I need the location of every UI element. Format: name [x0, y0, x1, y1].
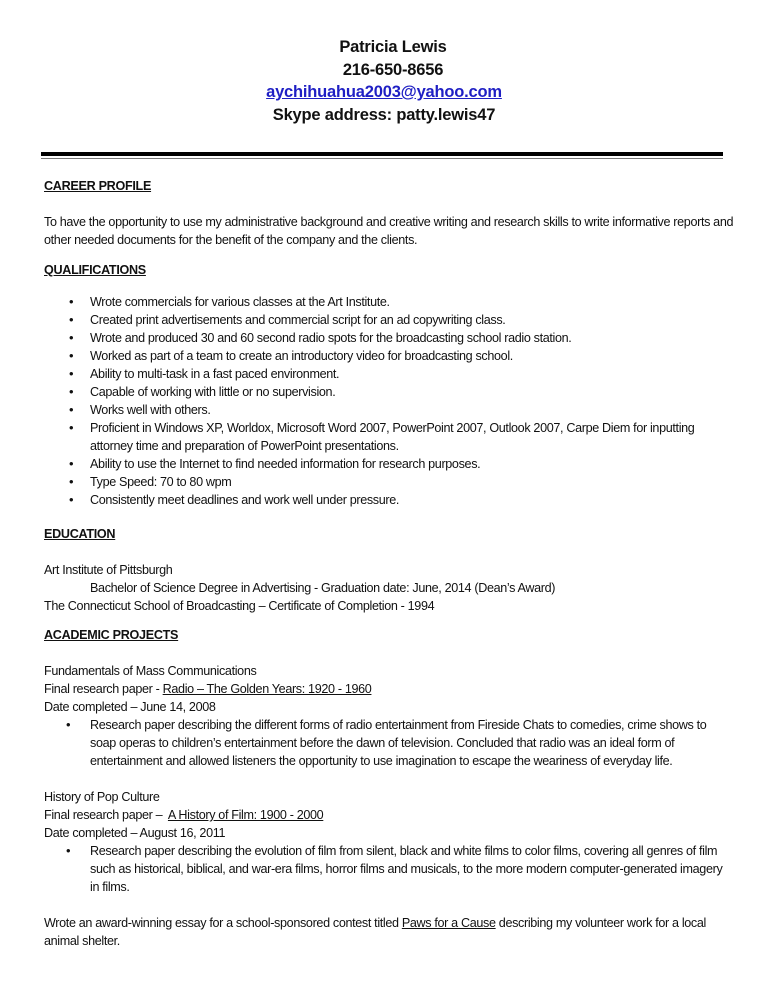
bullet-icon: •: [69, 402, 74, 417]
project-description-list: [44, 716, 734, 770]
project-1: [44, 662, 734, 770]
list-item: • Ability to use the Internet to find needed information for research purposes.: [69, 456, 481, 471]
project-course: History of Pop Culture: [44, 790, 160, 804]
academic-projects-heading: ACADEMIC PROJECTS: [44, 628, 179, 642]
bullet-icon: •: [69, 312, 74, 327]
project-2: [44, 788, 734, 896]
award-paragraph: Wrote an award-winning essay for a school-sponsored contest titled Paws for a Cause describing my volunteer work for a local animal shelter.: [44, 916, 706, 948]
bullet-icon: •: [69, 420, 74, 435]
bullet-icon: •: [69, 366, 74, 381]
career-profile-section: [44, 177, 734, 249]
project-description-list: [44, 842, 734, 896]
skype-address: Skype address: patty.lewis47: [272, 105, 496, 124]
list-item: • Worked as part of a team to create an introductory video for broadcasting school.: [69, 348, 513, 363]
contact-header: [0, 36, 768, 126]
bullet-icon: •: [66, 843, 71, 858]
email-link[interactable]: aychihuahua2003@yahoo.com: [266, 83, 502, 101]
education-section: [44, 525, 734, 615]
header-divider-thin: [41, 158, 723, 159]
education-degree-1: Bachelor of Science Degree in Advertising - Graduation date: June, 2014 (Dean’s Award): [90, 581, 556, 595]
academic-projects-section: [44, 626, 734, 950]
education-school-1: Art Institute of Pittsburgh: [44, 563, 173, 577]
qualifications-heading: QUALIFICATIONS: [44, 263, 146, 277]
list-item: • Research paper describing the evolution of film from silent, black and white films to color films, covering all genres of film such as historical, biblical, and war-era films, horror films and musicals, to the more modern computer-generated imagery in films.: [66, 843, 723, 894]
education-heading: EDUCATION: [44, 527, 116, 541]
project-paper-title: A History of Film: 1900 - 2000: [167, 808, 324, 822]
list-item: • Ability to multi-task in a fast paced environment.: [69, 366, 340, 381]
list-item: • Wrote commercials for various classes at the Art Institute.: [69, 294, 390, 309]
project-paper-title: Radio – The Golden Years: 1920 - 1960: [162, 682, 372, 696]
bullet-icon: •: [69, 492, 74, 507]
qualifications-list: [44, 293, 734, 509]
header-divider-thick: [41, 152, 723, 156]
project-course: Fundamentals of Mass Communications: [44, 664, 257, 678]
bullet-icon: •: [69, 384, 74, 399]
list-item: • Research paper describing the different forms of radio entertainment from Fireside Chats to comedies, crime shows to soap operas to children’s entertainment before the dawn of television. Concluded that radio was an ideal form of entertainment and allowed listeners the opportunity to use imagination to escape the weariness of everyday life.: [66, 717, 707, 768]
bullet-icon: •: [69, 456, 74, 471]
bullet-icon: •: [66, 717, 71, 732]
applicant-name: Patricia Lewis: [339, 38, 447, 56]
award-essay-title: Paws for a Cause: [401, 916, 496, 930]
list-item: • Capable of working with little or no supervision.: [69, 384, 336, 399]
project-date: Date completed – June 14, 2008: [44, 700, 216, 714]
list-item: • Wrote and produced 30 and 60 second radio spots for the broadcasting school radio station.: [69, 330, 572, 345]
bullet-icon: •: [69, 348, 74, 363]
bullet-icon: •: [69, 330, 74, 345]
education-school-2: The Connecticut School of Broadcasting – Certificate of Completion - 1994: [44, 599, 435, 613]
project-date: Date completed – August 16, 2011: [44, 826, 226, 840]
list-item: • Consistently meet deadlines and work well under pressure.: [69, 492, 400, 507]
project-paper: Final research paper - Radio – The Golden Years: 1920 - 1960: [44, 682, 372, 696]
list-item: • Type Speed: 70 to 80 wpm: [69, 474, 232, 489]
phone-number: 216-650-8656: [342, 60, 444, 79]
career-profile-heading: CAREER PROFILE: [44, 179, 152, 193]
bullet-icon: •: [69, 474, 74, 489]
list-item: • Proficient in Windows XP, Worldox, Microsoft Word 2007, PowerPoint 2007, Outlook 2007, Carpe Diem for inputting attorney time and preparation of PowerPoint presentations.: [69, 420, 695, 453]
project-paper: Final research paper – A History of Film: 1900 - 2000: [44, 808, 324, 822]
bullet-icon: •: [69, 294, 74, 309]
qualifications-section: [44, 261, 734, 509]
list-item: • Works well with others.: [69, 402, 211, 417]
career-profile-text: To have the opportunity to use my administrative background and creative writing and research skills to write informative reports and other needed documents for the benefit of the company and the clients.: [44, 215, 734, 247]
list-item: • Created print advertisements and commercial script for an ad copywriting class.: [69, 312, 506, 327]
